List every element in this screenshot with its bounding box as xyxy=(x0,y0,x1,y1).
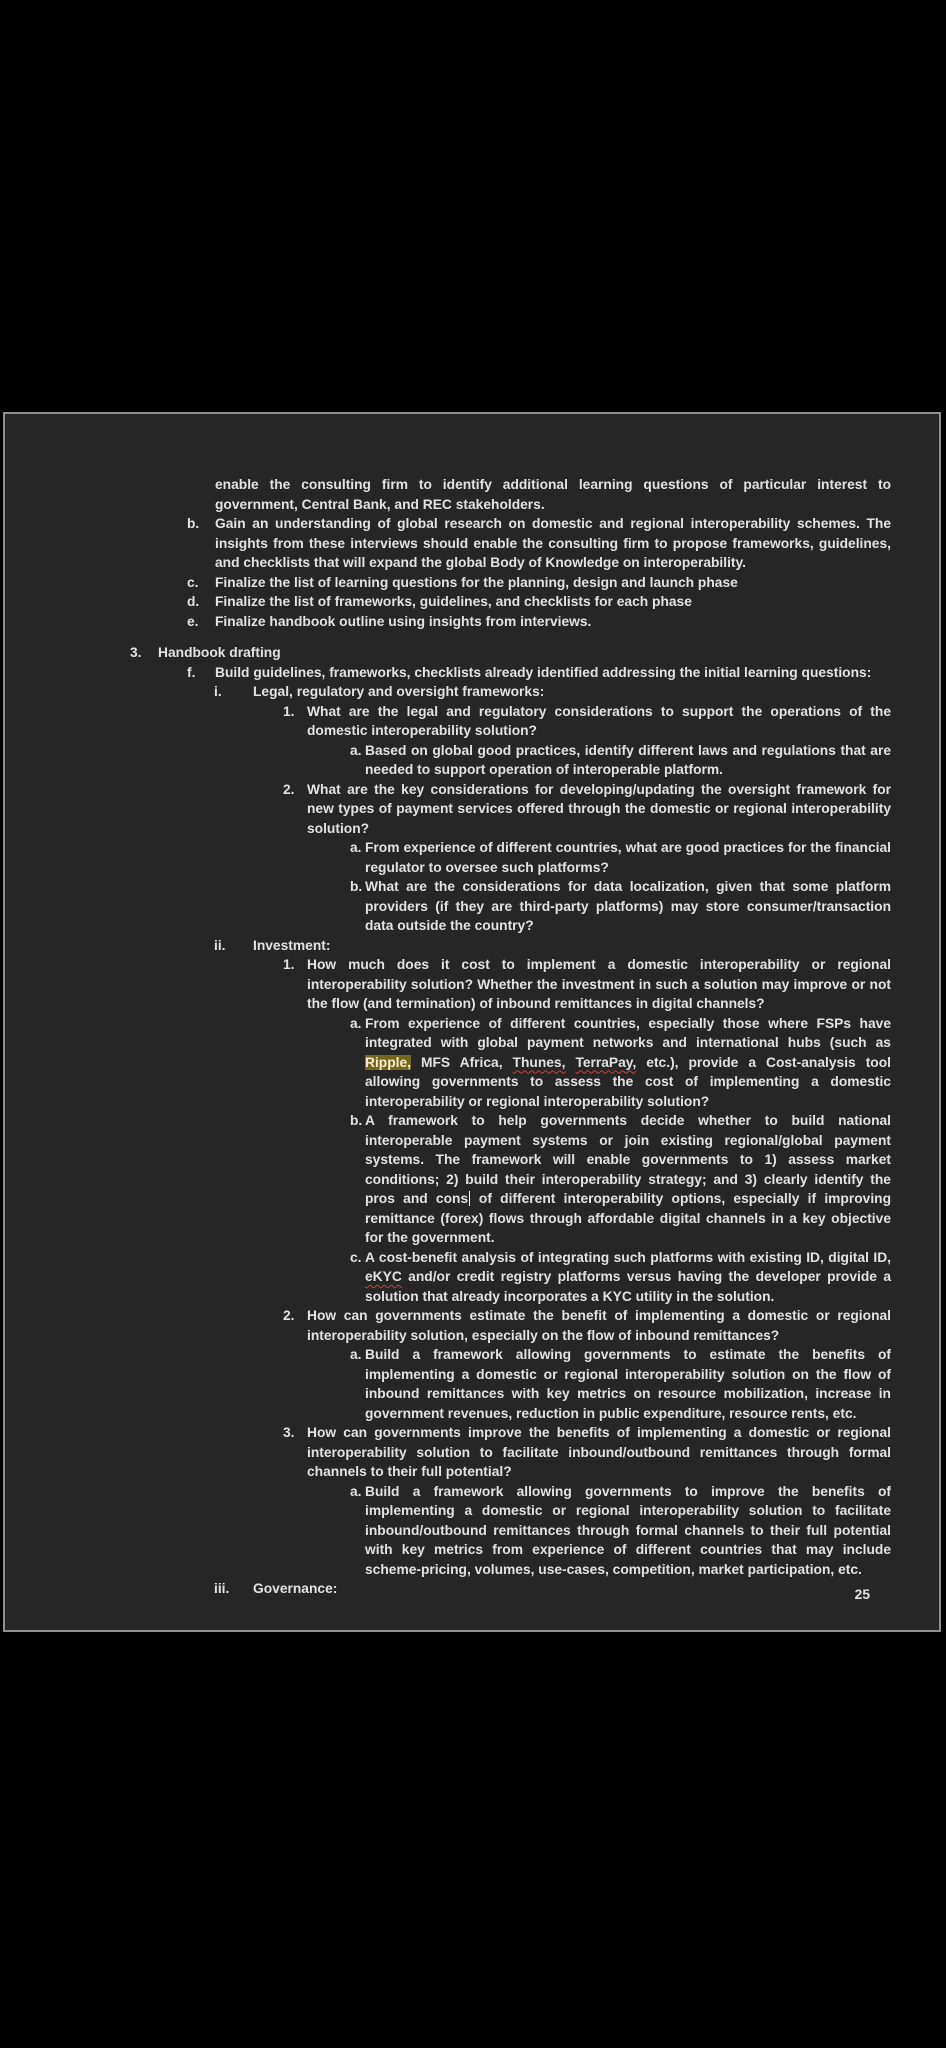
text-run: Based on global good practices, identify different laws and regulations that are needed to support operation of interoperable platform. xyxy=(365,742,891,777)
text-run: What are the considerations for data localization, given that some platform providers (if they are third-party platforms) may store consumer/transaction data outside the country? xyxy=(365,879,891,933)
document-page xyxy=(3,412,941,1632)
list-item xyxy=(5,702,939,741)
list-item xyxy=(5,573,939,593)
list-marker: e. xyxy=(187,613,199,629)
list-item xyxy=(5,1579,939,1599)
list-marker: 3. xyxy=(130,645,142,660)
list-item xyxy=(5,1423,939,1482)
text-run: From experience of different countries, especially those where FSPs have integrated with global payment networks and international hubs (such as xyxy=(365,1015,891,1050)
list-item xyxy=(5,1111,939,1248)
list-item xyxy=(5,741,939,780)
list-item xyxy=(5,592,939,612)
spellcheck-underlined-text: eKYC xyxy=(365,1269,402,1284)
text-run xyxy=(565,1055,575,1070)
text-run: How can governments improve the benefits of implementing a domestic or regional interoperability solution to facilitate inbound/outbound remittances through formal channels to their full potential? xyxy=(307,1425,891,1479)
list-item xyxy=(5,663,939,683)
list-item xyxy=(5,955,939,1014)
list-marker: a. xyxy=(350,1015,362,1031)
text-run: of different interoperability options, especially if improving remittance (forex) flows through affordable digital channels in a key objective for the government. xyxy=(365,1191,892,1245)
page-number: 25 xyxy=(854,1587,870,1602)
document-content xyxy=(5,414,939,1599)
text-run: How can governments estimate the benefit of implementing a domestic or regional interoperability solution, especially on the flow of inbound remittances? xyxy=(307,1308,891,1343)
highlighted-text: Ripple, xyxy=(365,1054,411,1070)
list-item xyxy=(5,475,939,514)
list-item xyxy=(5,877,939,936)
list-marker: c. xyxy=(187,574,199,590)
text-run: Build guidelines, frameworks, checklists already identified addressing the initial learning questions: xyxy=(215,664,872,680)
text-run: From experience of different countries, what are good practices for the financial regulator to oversee such platforms? xyxy=(365,840,891,875)
list-marker: i. xyxy=(214,684,222,699)
text-run: MFS Africa, xyxy=(411,1054,513,1070)
list-marker: 3. xyxy=(283,1425,295,1440)
text-run: How much does it cost to implement a domestic interoperability or regional interoperability solution? Whether the investment in such a solution may improve or not the flow (and termination) of inbound remittances in digital channels? xyxy=(307,957,891,1011)
text-run: A framework to help governments decide whether to build national interoperable payment systems or join existing regional/global payment systems. The framework will enable governments to 1) assess market conditions; 2) build their interoperability strategy; and 3) clearly identify the pros and cons xyxy=(365,1113,891,1206)
text-run: What are the key considerations for developing/updating the oversight framework for new types of payment services offered through the domestic or regional interoperability solution? xyxy=(307,781,891,836)
text-run: Governance: xyxy=(253,1581,338,1596)
list-item xyxy=(5,936,939,956)
text-run: Finalize the list of learning questions for the planning, design and launch phase xyxy=(215,574,738,590)
list-marker: 2. xyxy=(283,1308,295,1323)
text-run: Finalize handbook outline using insights from interviews. xyxy=(215,613,592,629)
list-item xyxy=(5,838,939,877)
list-marker: a. xyxy=(350,1483,362,1499)
text-run: and/or credit registry platforms versus having the developer provide a solution that already incorporates a KYC utility in the solution. xyxy=(365,1269,891,1304)
list-marker: d. xyxy=(187,594,200,609)
list-marker: 1. xyxy=(283,957,295,972)
text-run: etc.), provide a Cost-analysis tool allowing governments to assess the cost of implementing a domestic interoperability or regional interoperability solution? xyxy=(365,1054,891,1109)
text-run: enable the consulting firm to identify additional learning questions of particular interest to government, Central Bank, and REC stakeholders. xyxy=(215,477,891,512)
list-marker: a. xyxy=(350,840,362,855)
list-item xyxy=(5,1014,939,1112)
list-marker: a. xyxy=(350,1347,362,1362)
text-run: A cost-benefit analysis of integrating such platforms with existing ID, digital ID, xyxy=(365,1249,891,1265)
list-item xyxy=(5,1306,939,1345)
text-run: Investment: xyxy=(253,937,331,953)
list-item xyxy=(5,682,939,702)
list-marker: b. xyxy=(350,879,363,894)
list-marker: 2. xyxy=(283,781,295,797)
list-item xyxy=(5,1345,939,1423)
list-marker: a. xyxy=(350,742,362,758)
text-run: Gain an understanding of global research on domestic and regional interoperability schemes. The insights from these interviews should enable the consulting firm to propose frameworks, guidelines, and checklists that will expand the global Body of Knowledge on interoperability. xyxy=(215,516,891,570)
text-run: Legal, regulatory and oversight frameworks: xyxy=(253,684,545,699)
list-marker: f. xyxy=(187,664,196,680)
spellcheck-underlined-text: Thunes, xyxy=(512,1054,566,1070)
list-marker: b. xyxy=(187,516,200,531)
list-item xyxy=(5,643,939,663)
list-marker: b. xyxy=(350,1113,363,1128)
spellcheck-underlined-text: TerraPay, xyxy=(575,1054,637,1070)
list-item xyxy=(5,514,939,573)
text-run: Handbook drafting xyxy=(158,645,281,660)
list-marker: 1. xyxy=(283,703,295,719)
text-run: Build a framework allowing governments to estimate the benefits of implementing a domestic or regional interoperability solution on the flow of inbound remittances with key metrics on resource mobilization, increase in government revenues, reduction in public expenditure, resource rents, etc. xyxy=(365,1347,891,1421)
list-marker: ii. xyxy=(214,937,226,953)
list-marker: c. xyxy=(350,1249,362,1265)
text-run: What are the legal and regulatory considerations to support the operations of the domestic interoperability solution? xyxy=(307,703,891,738)
list-item xyxy=(5,612,939,632)
list-marker: iii. xyxy=(214,1581,230,1596)
text-run: Finalize the list of frameworks, guidelines, and checklists for each phase xyxy=(215,594,692,609)
list-item xyxy=(5,780,939,839)
text-run: Build a framework allowing governments to improve the benefits of implementing a domestic or regional interoperability solution to facilitate inbound/outbound remittances through formal channels to their full potential with key metrics from experience of different countries that may include scheme-pricing, volumes, use-cases, competition, market participation, etc. xyxy=(365,1483,891,1577)
list-item xyxy=(5,1482,939,1580)
list-item xyxy=(5,1248,939,1307)
